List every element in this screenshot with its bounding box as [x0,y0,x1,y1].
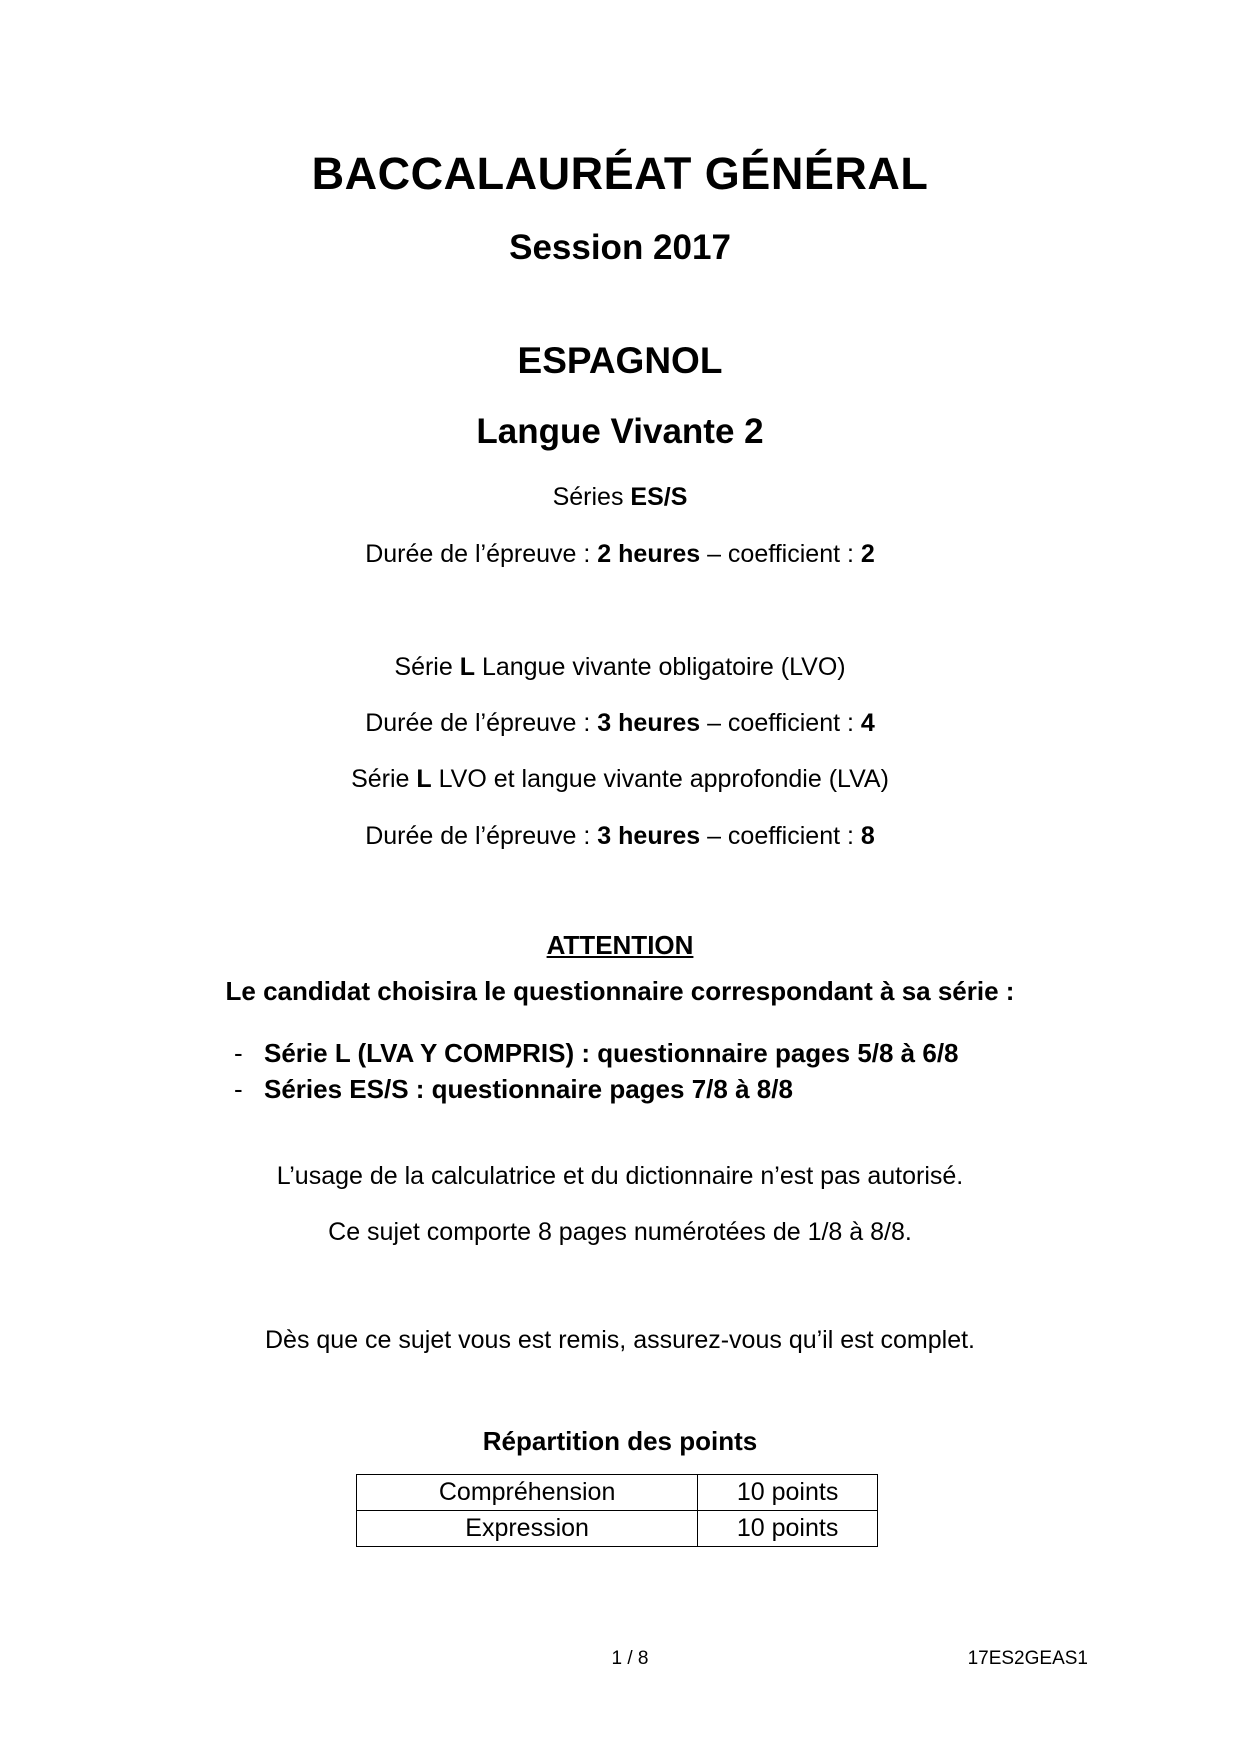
list-dash: - [234,1074,243,1104]
duration-l-lva-line [0,822,1240,851]
exam-title: BACCALAURÉAT GÉNÉRAL [311,148,929,199]
page-number: 1 / 8 [611,1648,649,1669]
table-cell-label: Compréhension [357,1475,698,1511]
series-name: L [459,653,475,681]
table-cell-label: Expression [357,1511,698,1547]
table-row [357,1511,878,1547]
calculator-note: L’usage de la calculatrice et du dictionnaire n’est pas autorisé. [276,1162,964,1190]
duration-hours: 2 heures [597,540,701,568]
coefficient-label: – coefficient : [700,540,861,568]
table-row [357,1475,878,1511]
coefficient-value: 2 [860,540,875,568]
coefficient-label: – coefficient : [700,822,861,850]
series-prefix: Séries [552,483,631,511]
series-prefix: Série [394,653,460,681]
list-item [234,1071,959,1107]
duration-hours: 3 heures [597,822,701,850]
coefficient-label: – coefficient : [700,709,861,737]
coefficient-value: 4 [860,709,875,737]
list-item-text: Séries ES/S : questionnaire pages 7/8 à 8/8 [264,1074,793,1104]
series-prefix: Série [351,765,417,793]
table-cell-value: 10 points [698,1475,878,1511]
duration-es-s-line [0,540,1240,569]
pages-note: Ce sujet comporte 8 pages numérotées de 1/8 à 8/8. [328,1218,912,1246]
series-suffix: Langue vivante obligatoire (LVO) [475,653,846,681]
subject-title: ESPAGNOL [517,340,723,381]
attention-instruction: Le candidat choisira le questionnaire correspondant à sa série : [225,976,1015,1006]
duration-hours: 3 heures [597,709,701,737]
attention-heading: ATTENTION [546,930,694,960]
list-dash: - [234,1038,243,1068]
questionnaire-list [234,1035,959,1107]
duration-prefix: Durée de l’épreuve : [365,540,598,568]
duration-prefix: Durée de l’épreuve : [365,709,598,737]
series-name: L [416,765,432,793]
session-year: Session 2017 [509,228,731,267]
series-name: ES/S [630,483,688,511]
series-suffix: LVO et langue vivante approfondie (LVA) [431,765,889,793]
language-level: Langue Vivante 2 [476,412,764,451]
series-l-lvo-line [0,653,1240,682]
points-table [356,1474,878,1547]
document-code: 17ES2GEAS1 [967,1648,1088,1669]
series-es-s-line [0,483,1240,512]
table-cell-value: 10 points [698,1511,878,1547]
coefficient-value: 8 [860,822,875,850]
series-l-lva-line [0,765,1240,794]
duration-prefix: Durée de l’épreuve : [365,822,598,850]
completeness-note: Dès que ce sujet vous est remis, assurez-vous qu’il est complet. [264,1326,976,1354]
list-item-text: Série L (LVA Y COMPRIS) : questionnaire pages 5/8 à 6/8 [264,1038,959,1068]
list-item [234,1035,959,1071]
duration-l-lvo-line [0,709,1240,738]
points-heading: Répartition des points [482,1426,758,1456]
